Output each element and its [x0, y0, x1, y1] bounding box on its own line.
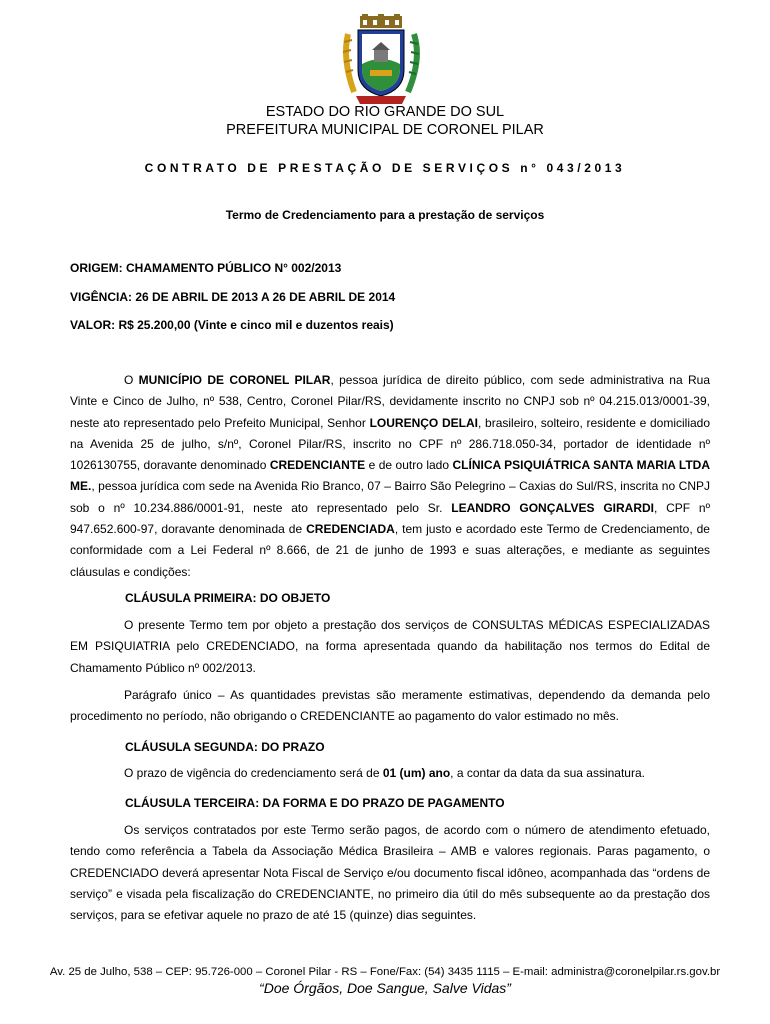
- contract-title: CONTRATO DE PRESTAÇÃO DE SERVIÇOS n° 043/2013: [144, 161, 626, 175]
- document-subtitle: Termo de Credenciamento para a prestação de serviços: [225, 208, 545, 222]
- footer-address: Av. 25 de Julho, 538 – CEP: 95.726-000 – Coronel Pilar - RS – Fone/Fax: (54) 3435 1115 – E-mail: administra@coronelpilar.rs.gov.br: [49, 966, 721, 978]
- preamble-paragraph: O MUNICÍPIO DE CORONEL PILAR, pessoa jurídica de direito público, com sede administrativa na Rua Vinte e Cinco de Julho, nº 538, Centro, Coronel Pilar/RS, devidamente inscrito no CNPJ sob nº 04.215.013/0001-39, neste ato representado pelo Prefeito Municipal, Senhor LOURENÇO DELAI, brasileiro, solteiro, residente e domiciliado na Avenida 25 de julho, s/nº, Coronel Pilar/RS, inscrito no CPF nº 286.718.050-34, portador de identidade nº 1026130755, doravante denominado CREDENCIANTE e de outro lado CLÍNICA PSIQUIÁTRICA SANTA MARIA LTDA ME., pessoa jurídica com sede na Avenida Rio Branco, 07 – Bairro São Pelegrino – Caxias do Sul/RS, inscrita no CNPJ sob o nº 10.234.886/0001-91, neste ato representado pelo Sr. LEANDRO GONÇALVES GIRARDI, CPF nº 947.652.600-97, doravante denominada de CREDENCIADA, tem justo e acordado este Termo de Credenciamento, de conformidade com a Lei Federal nº 8.666, de 21 de junho de 1993 e suas alterações, e mediante as seguintes cláusulas e condições:: [70, 373, 711, 579]
- municipality-name: PREFEITURA MUNICIPAL DE CORONEL PILAR: [226, 122, 544, 138]
- state-name: ESTADO DO RIO GRANDE DO SUL: [265, 104, 505, 120]
- footer-motto: “Doe Órgãos, Doe Sangue, Salve Vidas”: [259, 980, 511, 996]
- origin-line: ORIGEM: CHAMAMENTO PÚBLICO N° 002/2013: [70, 261, 342, 275]
- clause-2-title: CLÁUSULA SEGUNDA: DO PRAZO: [125, 740, 325, 754]
- clause-2-paragraph: O prazo de vigência do credenciamento será de 01 (um) ano, a contar da data da sua assinatura.: [124, 766, 645, 780]
- validity-line: VIGÊNCIA: 26 DE ABRIL DE 2013 A 26 DE ABRIL DE 2014: [70, 290, 396, 304]
- clause-1-paragraph: O presente Termo tem por objeto a prestação dos serviços de CONSULTAS MÉDICAS ESPECIALIZADAS EM PSIQUIATRIA pelo CREDENCIADO, na forma apresentada quando da habilitação nos termos do Edital de Chamamento Público nº 002/2013.: [70, 618, 710, 675]
- value-line: VALOR: R$ 25.200,00 (Vinte e cinco mil e duzentos reais): [70, 318, 394, 332]
- clause-1-title: CLÁUSULA PRIMEIRA: DO OBJETO: [125, 591, 331, 605]
- clause-3-title: CLÁUSULA TERCEIRA: DA FORMA E DO PRAZO DE PAGAMENTO: [125, 796, 505, 810]
- clause-3-paragraph: Os serviços contratados por este Termo serão pagos, de acordo com o número de atendimento efetuado, tendo como referência a Tabela da Associação Médica Brasileira – AMB e valores regionais. Paras pagamento, o CREDENCIADO deverá apresentar Nota Fiscal de Serviço e/ou documento fiscal idôneo, acompanhada das “ordens de serviço” e visada pela fiscalização do CREDENCIANTE, no primeiro dia útil do mês subsequente ao da prestação dos serviços, para se efetivar aquele no prazo de até 15 (quinze) dias seguintes.: [70, 823, 710, 923]
- clause-1-sole-paragraph: Parágrafo único – As quantidades previstas são meramente estimativas, dependendo da demanda pelo procedimento no período, não obrigando o CREDENCIANTE ao pagamento do valor estimado no mês.: [70, 688, 710, 724]
- coat-of-arms-icon: [338, 14, 424, 108]
